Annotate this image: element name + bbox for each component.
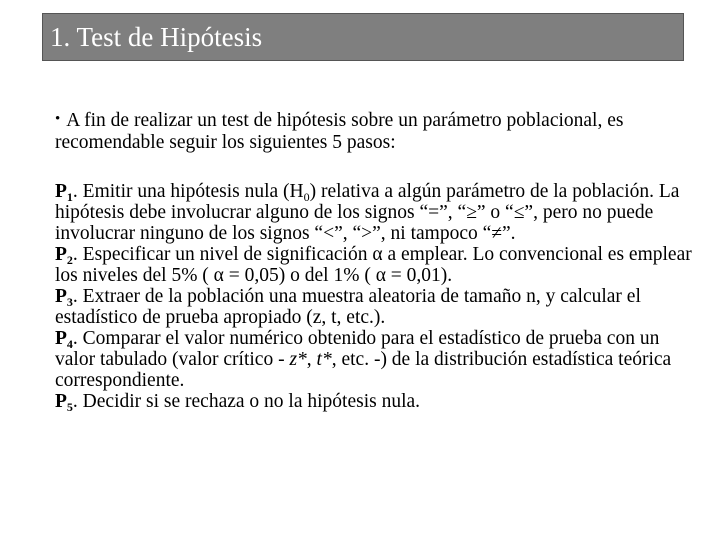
step-text: ) relativa a algún parámetro de la población. La hipótesis debe involucrar alguno de los signos “=”, “≥” o “≤”, pero no puede involucrar ninguno de los signos “<”, “>”, ni tampoco “≠”. bbox=[55, 181, 680, 244]
step-label: $P_4$ bbox=[55, 328, 73, 351]
step-text: t* bbox=[316, 349, 332, 370]
step-label: $P_3$ bbox=[55, 286, 73, 309]
step-text: . Emitir una hipótesis nula (H bbox=[72, 181, 304, 202]
step-item bbox=[55, 391, 695, 412]
step-text: . Decidir si se rechaza o no la hipótesis nula. bbox=[72, 391, 421, 412]
step-label: $P_5$ bbox=[55, 391, 73, 414]
step-item bbox=[55, 181, 695, 244]
step-text: . Extraer de la población una muestra aleatoria de tamaño n, y calcular el estadístico de prueba apropiado (z, t, etc.). bbox=[55, 286, 641, 328]
intro-paragraph bbox=[55, 108, 695, 154]
step-text: . Comparar el valor numérico obtenido para el estadístico de prueba con un valor tabulado (valor crítico - bbox=[55, 328, 660, 370]
step-text: z* bbox=[289, 349, 307, 370]
step-item bbox=[55, 286, 695, 328]
steps-list bbox=[55, 181, 695, 412]
step-text: . Especificar un nivel de significación α a emplear. Lo convencional es emplear los niveles del 5% ( α = 0,05) o del 1% ( α = 0,01). bbox=[55, 244, 692, 286]
step-label: $P_1$ bbox=[55, 181, 73, 204]
step-item bbox=[55, 244, 695, 286]
step-text: , bbox=[306, 349, 317, 370]
step-text: , etc. -) de la distribución estadística teórica correspondiente. bbox=[55, 349, 672, 391]
slide-title: 1. Test de Hipótesis bbox=[50, 22, 263, 52]
step-label: $P_2$ bbox=[55, 244, 73, 267]
intro-text: A fin de realizar un test de hipótesis sobre un parámetro poblacional, es recomendable seguir los siguientes 5 pasos: bbox=[55, 110, 624, 153]
bullet-icon: • bbox=[55, 111, 61, 127]
step-item bbox=[55, 328, 695, 391]
step-text: 0 bbox=[303, 190, 310, 204]
title-bar bbox=[42, 13, 684, 61]
